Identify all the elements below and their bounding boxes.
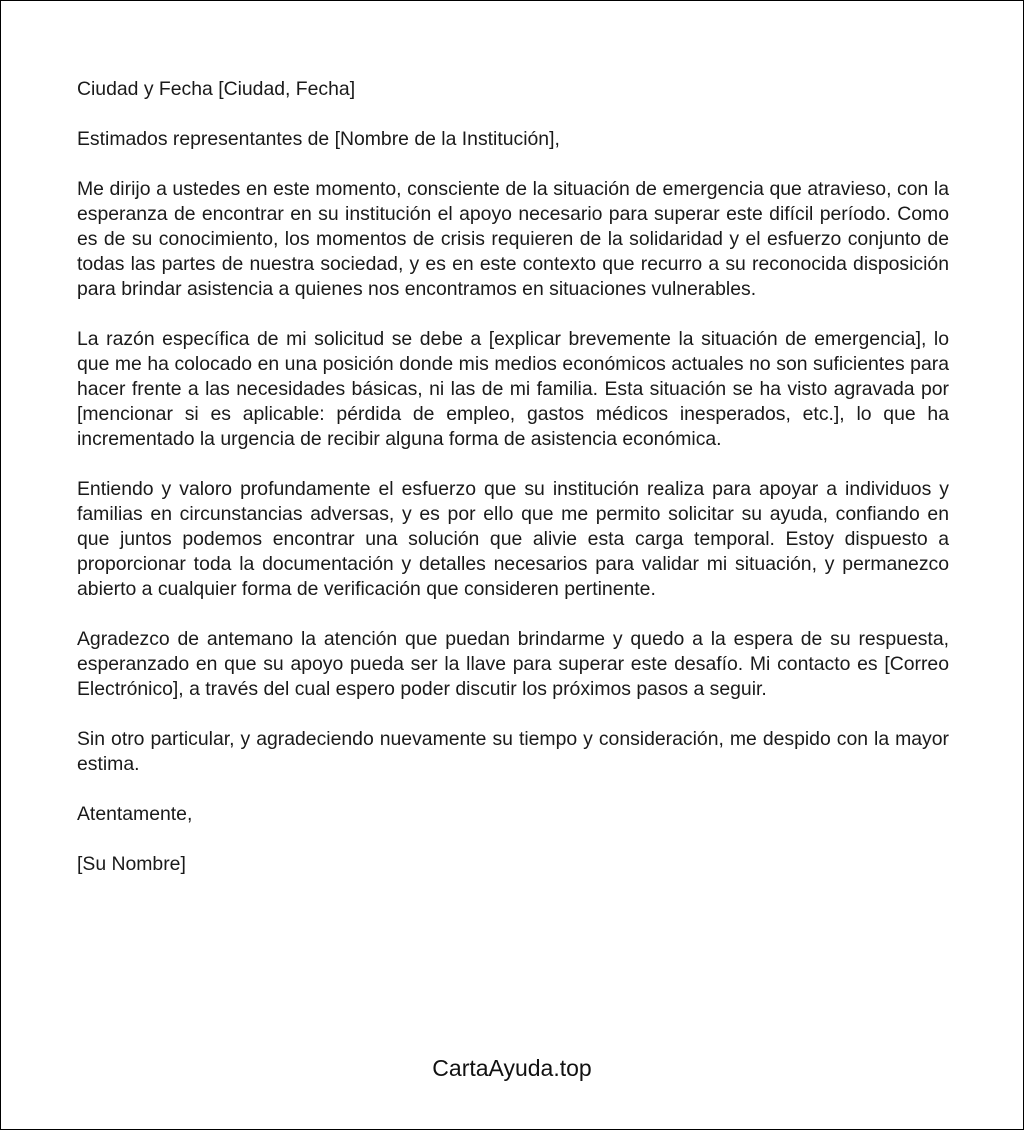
date-line: Ciudad y Fecha [Ciudad, Fecha] <box>77 78 356 100</box>
salutation: Estimados representantes de [Nombre de la Institución], <box>77 128 560 150</box>
paragraph-reason: La razón específica de mi solicitud se debe a [explicar brevemente la situación de emergencia], lo que me ha colocado en una posición donde mis medios económicos actuales no son suficientes para hacer frente a las necesidades básicas, ni las de mi familia. Esta situación se ha visto agravada por [mencionar si es aplicable: pérdida de empleo, gastos médicos inesperados, etc.], lo que ha incrementado la urgencia de recibir alguna forma de asistencia económica. <box>77 328 949 450</box>
paragraph-farewell: Sin otro particular, y agradeciendo nuevamente su tiempo y consideración, me despido con la mayor estima. <box>77 728 949 775</box>
paragraph-request: Entiendo y valoro profundamente el esfuerzo que su institución realiza para apoyar a individuos y familias en circunstancias adversas, y es por ello que me permito solicitar su ayuda, confiando en que juntos podemos encontrar una solución que alivie esta carga temporal. Estoy dispuesto a proporcionar toda la documentación y detalles necesarios para validar mi situación, y permanezco abierto a cualquier forma de verificación que consideren pertinente. <box>77 478 949 600</box>
letter-body <box>77 77 949 902</box>
signature: [Su Nombre] <box>77 853 186 875</box>
closing: Atentamente, <box>77 803 193 825</box>
site-footer: CartaAyuda.top <box>432 1055 592 1081</box>
paragraph-thanks: Agradezco de antemano la atención que puedan brindarme y quedo a la espera de su respuesta, esperanzado en que su apoyo pueda ser la llave para superar este desafío. Mi contacto es [Correo Electrónico], a través del cual espero poder discutir los próximos pasos a seguir. <box>77 628 949 700</box>
paragraph-intro: Me dirijo a ustedes en este momento, consciente de la situación de emergencia que atravieso, con la esperanza de encontrar en su institución el apoyo necesario para superar este difícil período. Como es de su conocimiento, los momentos de crisis requieren de la solidaridad y el esfuerzo conjunto de todas las partes de nuestra sociedad, y es en este contexto que recurro a su reconocida disposición para brindar asistencia a quienes nos encontramos en situaciones vulnerables. <box>77 178 949 300</box>
